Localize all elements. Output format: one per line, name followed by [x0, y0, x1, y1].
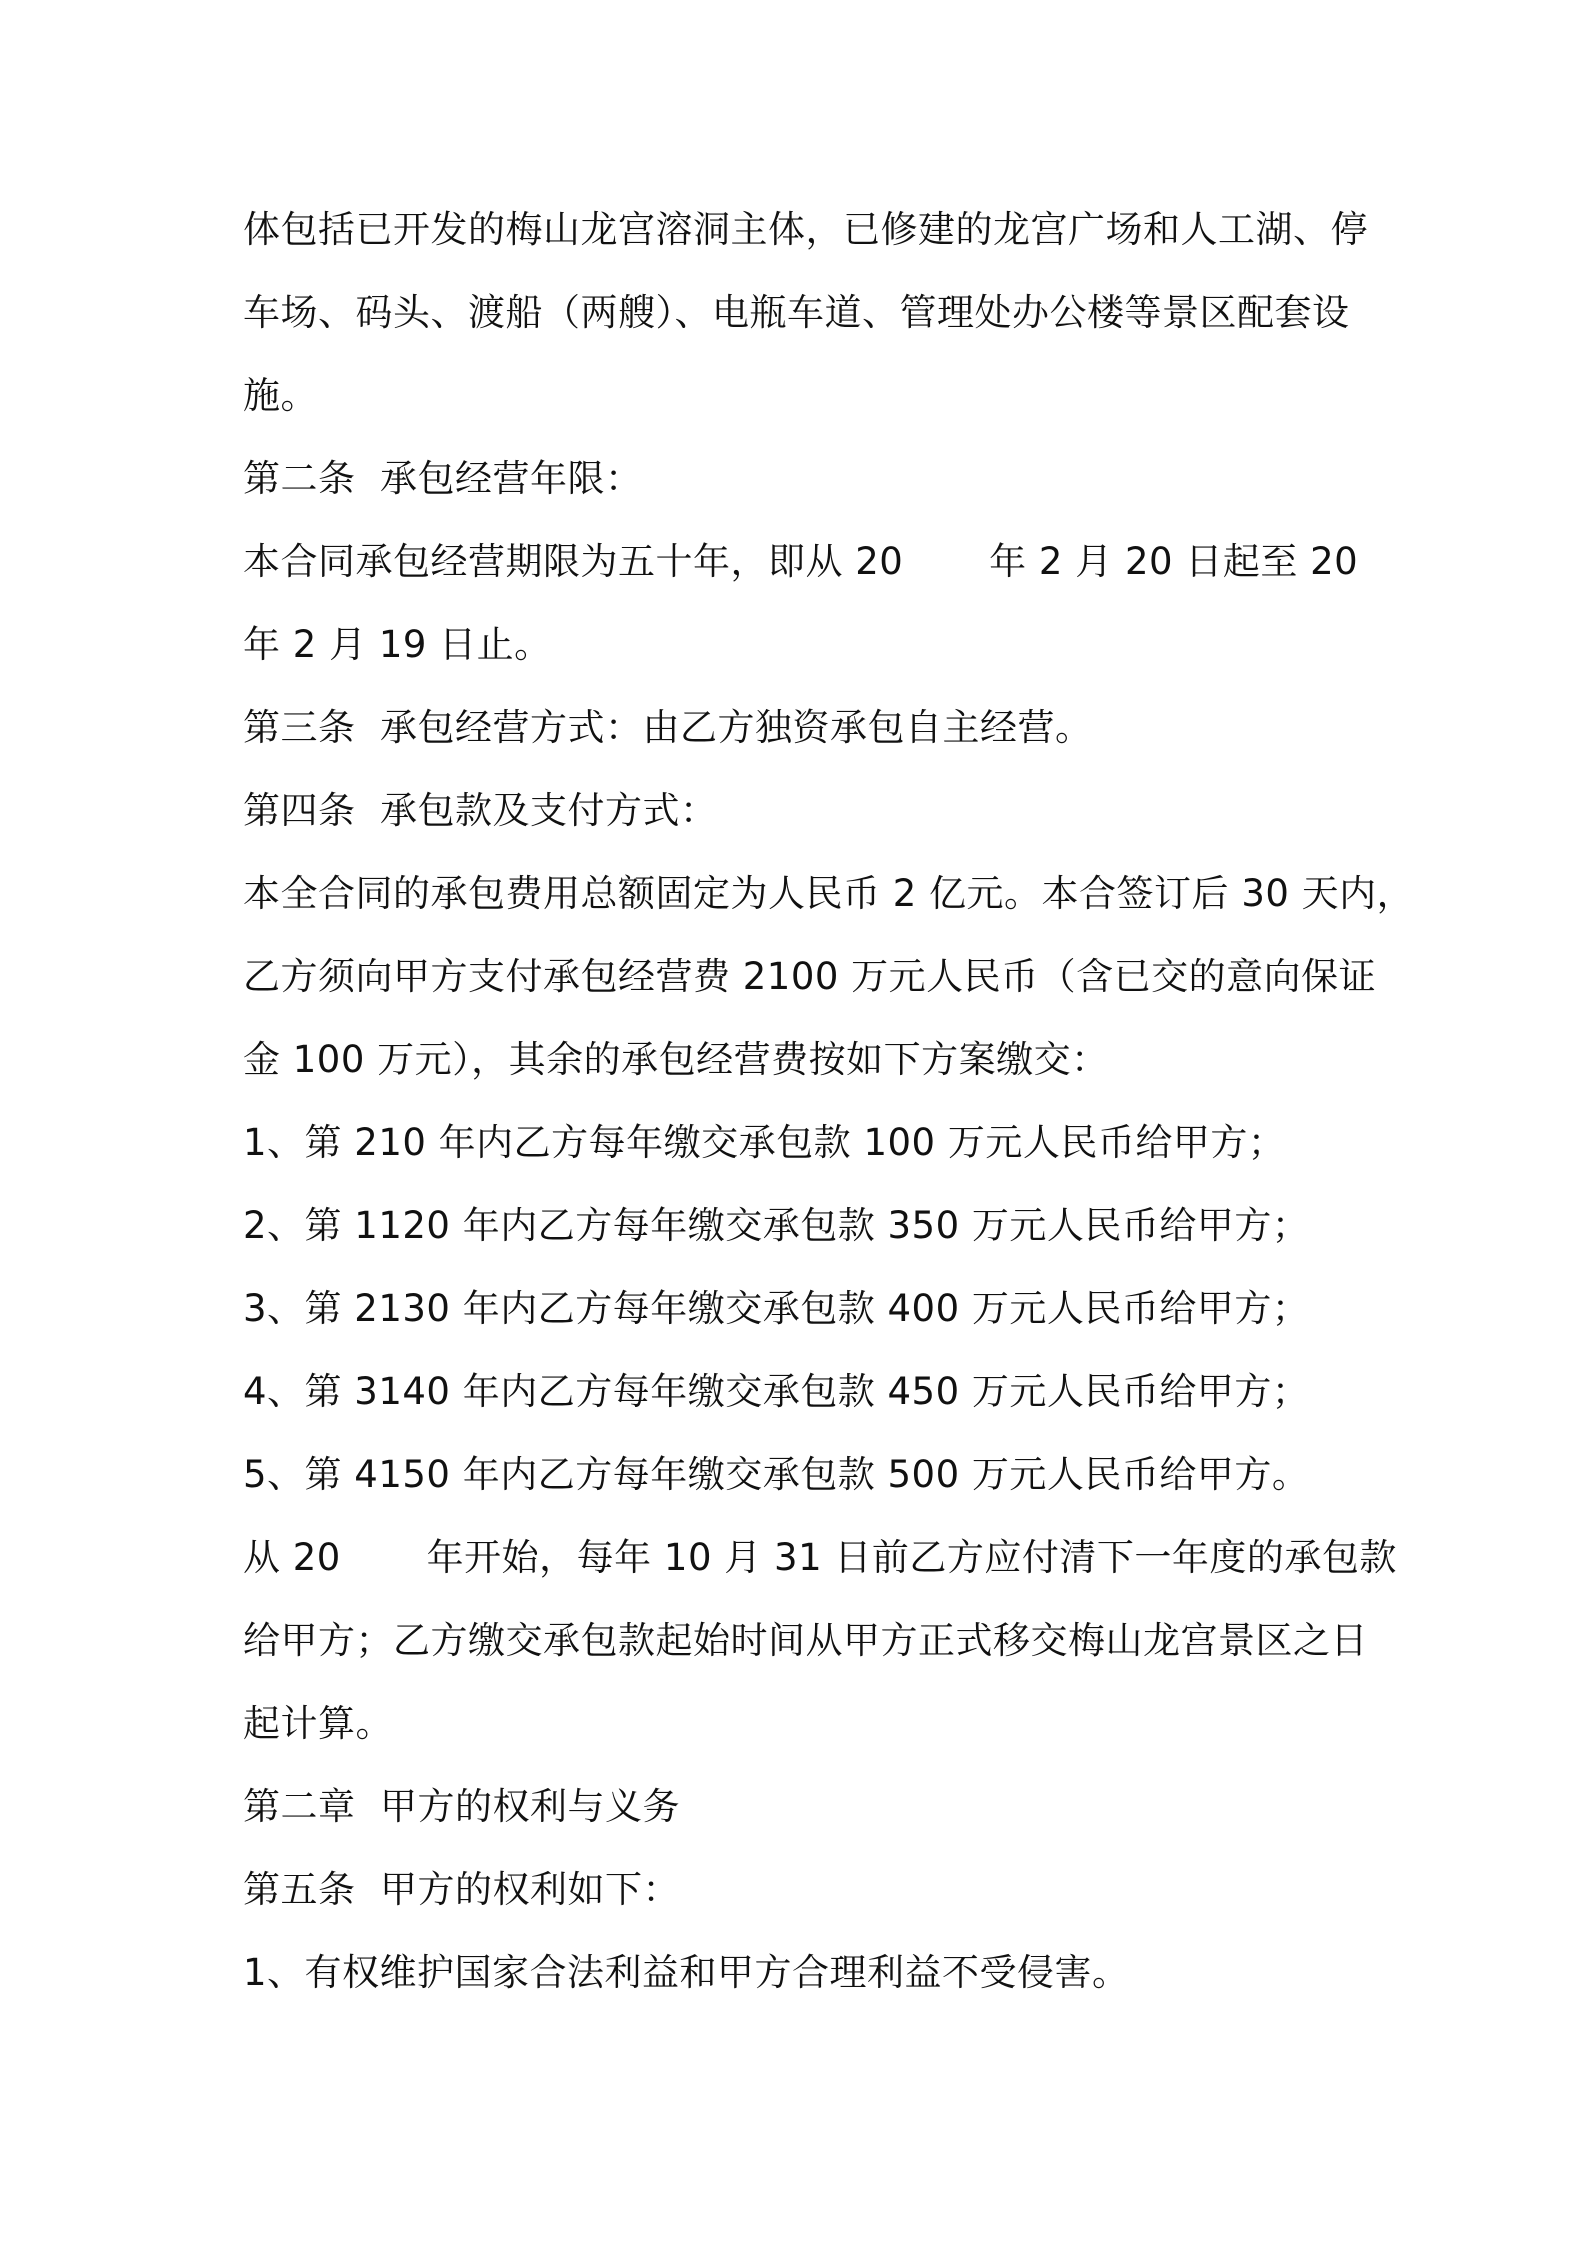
article-heading: 第三条 承包经营方式：由乙方独资承包自主经营。: [243, 706, 1093, 749]
article-heading: 第二条 承包经营年限：: [243, 457, 643, 500]
text-line: 金 100 万元），其余的承包经营费按如下方案缴交：: [243, 1038, 1109, 1081]
chapter-heading: 第二章 甲方的权利与义务: [243, 1785, 681, 1828]
list-item: 4、第 3140 年内乙方每年缴交承包款 450 万元人民币给甲方；: [243, 1370, 1310, 1413]
list-item: 1、第 210 年内乙方每年缴交承包款 100 万元人民币给甲方；: [243, 1121, 1286, 1164]
list-item: 1、有权维护国家合法利益和甲方合理利益不受侵害。: [243, 1951, 1130, 1994]
text-line: 车场、码头、渡船（两艘）、电瓶车道、管理处办公楼等景区配套设: [243, 291, 1350, 334]
article-heading: 第四条 承包款及支付方式：: [243, 789, 718, 832]
list-item: 3、第 2130 年内乙方每年缴交承包款 400 万元人民币给甲方；: [243, 1287, 1310, 1330]
list-item: 5、第 4150 年内乙方每年缴交承包款 500 万元人民币给甲方。: [243, 1453, 1310, 1496]
text-line: 起计算。: [243, 1702, 393, 1745]
text-line: 本全合同的承包费用总额固定为人民币 2 亿元。本合签订后 30 天内，: [243, 872, 1415, 915]
text-line: 本合同承包经营期限为五十年，即从 20 年 2 月 20 日起至 20: [243, 540, 1359, 583]
text-line: 给甲方；乙方缴交承包款起始时间从甲方正式移交梅山龙宫景区之日: [243, 1619, 1368, 1662]
list-item: 2、第 1120 年内乙方每年缴交承包款 350 万元人民币给甲方；: [243, 1204, 1310, 1247]
text-line: 年 2 月 19 日止。: [243, 623, 552, 666]
text-line: 施。: [243, 374, 318, 417]
text-line: 从 20 年开始，每年 10 月 31 日前乙方应付清下一年度的承包款: [243, 1536, 1397, 1579]
article-heading: 第五条 甲方的权利如下：: [243, 1868, 681, 1911]
contract-text: [243, 188, 1415, 2014]
text-line: 体包括已开发的梅山龙宫溶洞主体，已修建的龙宫广场和人工湖、停: [243, 208, 1368, 251]
text-line: 乙方须向甲方支付承包经营费 2100 万元人民币（含已交的意向保证: [243, 955, 1377, 998]
